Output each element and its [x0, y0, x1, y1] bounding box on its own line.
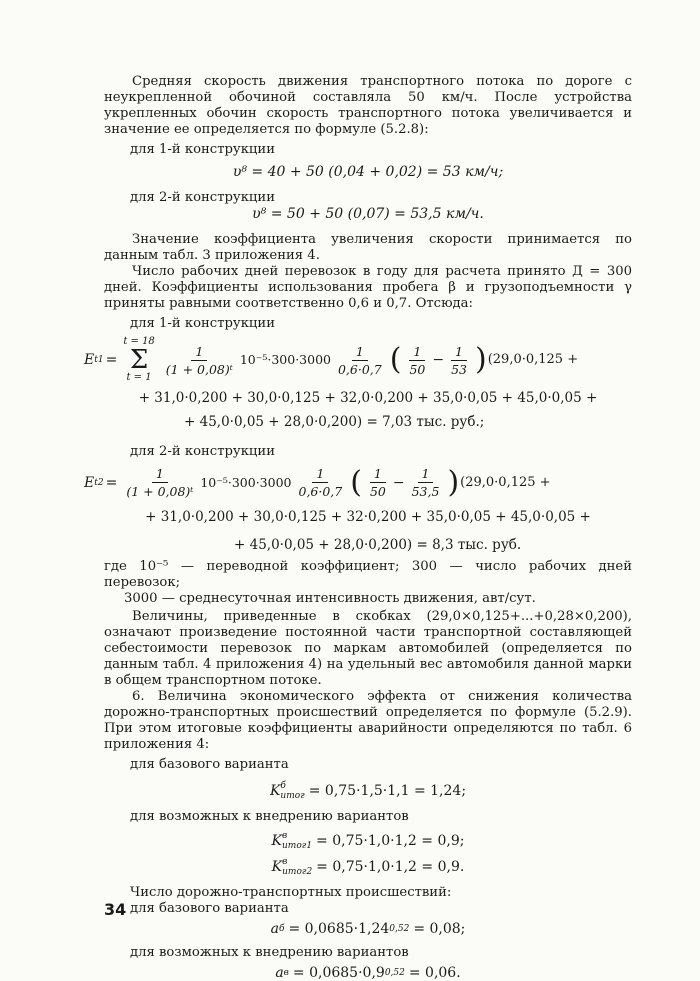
- et2-eq: =: [105, 474, 118, 491]
- a2-base: = 0,0685·0,9: [292, 965, 385, 981]
- a2-exp: 0,52: [384, 968, 405, 978]
- paragraph-working-days: Число рабочих дней перевозок в году для расчета принято Д = 300 дней. Коэффициенты использования пробега β и грузоподъемности γ приняты равными соответственно 0,6 и 0,7. Отсюда:: [104, 264, 632, 311]
- where-line-2: 3000 — среднесуточная интенсивность движения, авт/сут.: [124, 591, 536, 606]
- paragraph-accident-effect: 6. Величина экономического эффекта от снижения количества дорожно-транспортных происшествий определяется по формуле (5.2.9). При этом итоговые коэффициенты аварийности определяются по табл. 6 приложения 4:: [104, 689, 632, 752]
- k1-symbol: K: [269, 783, 281, 799]
- et2-line2-text: + 31,0·0,200 + 30,0·0,125 + 32·0,200 + 35,0·0,05 + 45,0·0,05 +: [145, 509, 591, 525]
- et1-sum-top: t = 18: [123, 336, 155, 347]
- formula-a-base: [104, 921, 632, 937]
- et2-frac-discount: $\frac{1}{\text{(1 + 0,08)ᵗ}}$: [126, 466, 194, 499]
- et1-line2-text: + 31,0·0,200 + 30,0·0,125 + 32,0·0,200 + 35,0·0,05 + 45,0·0,05 +: [138, 390, 598, 406]
- formula-speed-1: [104, 164, 632, 180]
- k1-rhs: = 0,75·1,5·1,1 = 1,24;: [308, 783, 467, 799]
- formula-k-variant-1: [104, 831, 632, 851]
- et1-frac-speed-b: $\frac{1}{53}$: [451, 343, 467, 377]
- formula-speed-1-text: υ⁸ = 40 + 50 (0,04 + 0,02) = 53 км/ч;: [232, 164, 504, 180]
- k3-sub: итог2: [282, 867, 313, 877]
- a1-sub: б: [278, 924, 285, 934]
- et1-lparen: (: [389, 342, 402, 377]
- k3-sup: в: [282, 857, 288, 867]
- k2-sup: в: [282, 831, 288, 841]
- et1-eq: =: [105, 352, 118, 368]
- et2-tail: (29,0·0,125 +: [460, 474, 551, 490]
- k3-rhs: = 0,75·1,0·1,2 = 0,9.: [316, 859, 465, 875]
- et2-frac-coeff: $\frac{1}{0,6\cdot 0,7}$: [298, 466, 343, 499]
- where-line-1: где 10⁻⁵ — переводной коэффициент; 300 — число рабочих дней перевозок;: [104, 559, 632, 590]
- et1-lhs-sub: t1: [94, 355, 104, 365]
- et1-line3-text: + 45,0·0,05 + 28,0·0,200) = 7,03 тыс. руб.;: [184, 414, 485, 430]
- et2-frac-speed-b: $\frac{1}{53,5}$: [411, 466, 440, 499]
- formula-et1-line3: [104, 414, 632, 430]
- a1-base: = 0,0685·1,24: [288, 921, 390, 937]
- label-construction-1b: для 1-й конструкции: [130, 316, 275, 331]
- et2-line3-text: + 45,0·0,05 + 28,0·0,200) = 8,3 тыс. руб.: [234, 537, 522, 553]
- k1-sub: итог: [280, 791, 305, 801]
- label-possible-variants: для возможных к внедрению вариантов: [130, 809, 409, 824]
- et2-minus: −: [392, 474, 405, 491]
- a1-rhs: = 0,08;: [413, 921, 466, 937]
- et1-frac-speed-a: $\frac{1}{50}$: [409, 343, 426, 377]
- a2-rhs: = 0,06.: [408, 965, 461, 981]
- et2-rparen: ): [447, 464, 460, 500]
- et1-sum-bottom: t = 1: [126, 372, 152, 383]
- et1-lhs: E: [84, 352, 95, 368]
- formula-et2-line3: [104, 537, 632, 553]
- label-construction-2b: для 2-й конструкции: [130, 444, 275, 459]
- et2-frac-speed-a: $\frac{1}{50}$: [369, 466, 386, 499]
- et2-lparen: (: [350, 464, 362, 500]
- formula-et2-line2: [104, 509, 632, 525]
- formula-speed-2: [104, 206, 632, 222]
- paragraph-speed-intro: Средняя скорость движения транспортного потока по дороге с неукрепленной обочиной составляла 50 км/ч. После устройства укрепленных обочин скорость транспортного потока увеличивается и значение ее определяется по формуле (5.2.8):: [104, 74, 632, 137]
- et1-multiplier: 10⁻⁵·300·3000: [239, 352, 331, 367]
- et1-sum: [123, 336, 154, 384]
- formula-et1-line2: [104, 390, 632, 406]
- et1-frac-discount: $\frac{1}{\text{(1 + 0,08)ᵗ}}$: [165, 343, 233, 377]
- et2-multiplier: 10⁻⁵·300·3000: [200, 474, 292, 490]
- et1-minus: −: [432, 352, 445, 368]
- formula-et2-line1: [84, 466, 632, 499]
- et1-frac-coeff: $\frac{1}{0,6\cdot 0,7}$: [337, 343, 382, 377]
- a2-symbol: a: [275, 965, 284, 981]
- et1-rparen: ): [474, 342, 487, 377]
- page-number: 34: [104, 900, 127, 919]
- label-possible-variants-2: для возможных к внедрению вариантов: [130, 945, 409, 960]
- label-accident-count: Число дорожно-транспортных происшествий:: [130, 885, 452, 900]
- k3-symbol: K: [271, 859, 283, 875]
- formula-k-variant-2: [104, 857, 632, 877]
- a1-exp: 0,52: [389, 924, 410, 934]
- formula-et1-line1: [84, 336, 632, 384]
- k2-rhs: = 0,75·1,0·1,2 = 0,9;: [316, 833, 465, 849]
- label-base-variant: для базового варианта: [130, 757, 289, 772]
- formula-speed-2-text: υ⁸ = 50 + 50 (0,07) = 53,5 км/ч.: [252, 206, 484, 222]
- label-base-variant-2: для базового варианта: [130, 901, 289, 916]
- et1-tail: (29,0·0,125 +: [487, 352, 579, 367]
- paragraph-speed-coefficient: Значение коэффициента увеличения скорости принимается по данным табл. 3 приложения 4.: [104, 232, 632, 263]
- formula-k-base: [104, 781, 632, 801]
- label-construction-2: для 2-й конструкции: [130, 190, 275, 205]
- et2-lhs: E: [84, 474, 95, 491]
- a2-sub: в: [283, 968, 289, 978]
- k2-sub: итог1: [282, 841, 313, 851]
- et2-lhs-sub: t2: [94, 477, 104, 488]
- formula-a-variant: [104, 965, 632, 981]
- et1-sum-sign: Σ: [129, 345, 149, 375]
- page-content: [84, 74, 632, 981]
- k2-symbol: K: [271, 833, 283, 849]
- k1-sup: б: [280, 781, 286, 791]
- paragraph-bracket-values: Величины, приведенные в скобках (29,0×0,125+...+0,28×0,200), означают произведение постоянной части транспортной составляющей себестоимости перевозок по маркам автомобилей (определяется по данным табл. 4 приложения 4) на удельный вес автомобиля данной марки в общем транспортном потоке.: [104, 609, 632, 688]
- label-construction-1: для 1-й конструкции: [130, 142, 275, 157]
- a1-symbol: a: [270, 921, 279, 937]
